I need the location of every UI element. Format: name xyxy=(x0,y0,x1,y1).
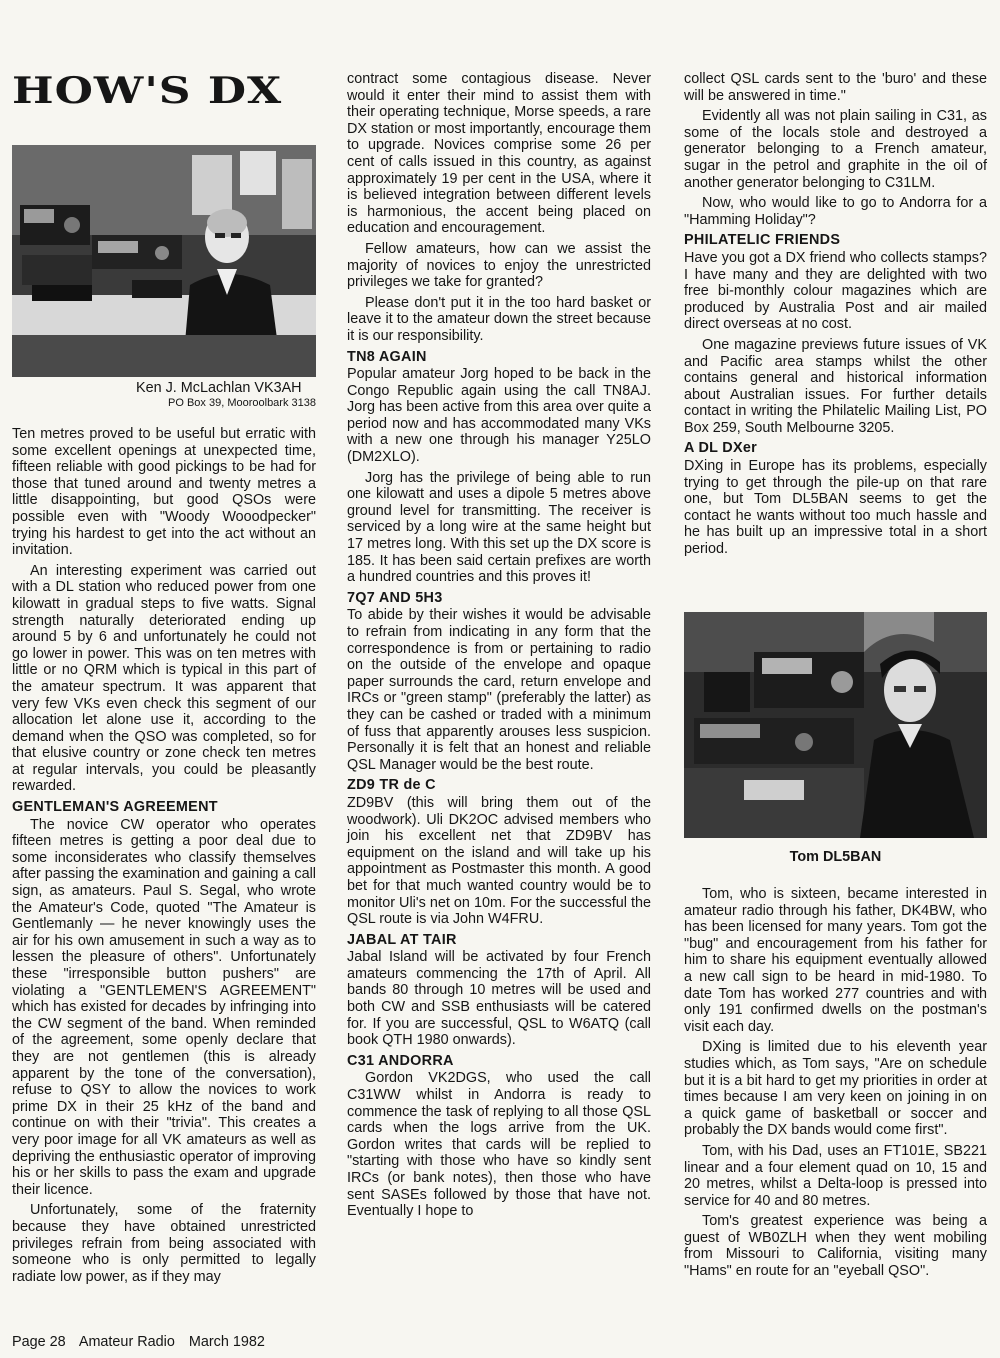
masthead-title: HOW'S DX xyxy=(12,70,283,112)
section-heading-a-dl-dxer: A DL DXer xyxy=(684,440,758,457)
paragraph: ZD9BV (this will bring them out of the woodwork). Uli DK2OC advised members who join his excellent net that ZD9BV has equipment on the island and will take up his appointment as Postmaster this month. A good bet for that much wanted country would be to monitor Uli's net on 10m. For the successful the QSL route is via John W4FRU. xyxy=(347,794,651,928)
section-heading-zd9: ZD9 TR de C xyxy=(347,777,436,794)
section-heading-jabal-at-tair: JABAL AT TAIR xyxy=(347,931,457,948)
paragraph: Evidently all was not plain sailing in C31, as some of the locals stole and destroyed a generator belonging to a French amateur, sugar in the petrol and graphite in the oil of another generator belonging to C31LM. xyxy=(684,108,987,191)
paragraph: Gordon VK2DGS, who used the call C31WW whilst in Andorra is ready to commence the task of replying to all those QSL cards when the logs arrive from the UK. Gordon writes that cards will be replied to "starting with those who have so kindly sent IRCs (or bank notes), then those who have sent SASEs followed by those that have not. Eventually I hope to xyxy=(347,1070,651,1220)
page-number: Page 28 xyxy=(12,1334,66,1350)
photo-radio-shack-illustration xyxy=(12,145,316,377)
section-heading-c31-andorra: C31 ANDORRA xyxy=(347,1052,454,1069)
paragraph: Unfortunately, some of the fraternity because they have obtained unrestricted privileges refrain from being associated with someone who is only permitted to legally radiate low power, as if they may xyxy=(12,1202,316,1285)
photo-tom-dl5ban xyxy=(684,612,987,838)
issue-date: March 1982 xyxy=(188,1334,265,1350)
photo-tom-illustration xyxy=(684,612,987,838)
page-footer xyxy=(12,1334,275,1350)
paragraph: DXing in Europe has its problems, especially trying to get through the pile-up on that rare one, but Tom DL5BAN seems to get the contact he wants without too much hassle and he has built up an impressive total in a short period. xyxy=(684,458,987,558)
paragraph: An interesting experiment was carried out with a DL station who reduced power from one kilowatt in gradual steps to five watts. Signal strength naturally deteriorated ending up around 5 by 6 and unfortunately he could not go lower in power. This was on ten metres with little or no QRM which is typical in this part of the amateur spectrum. It was apparent that very few VKs even check this segment of our allocation let alone use it, according to the demand when the QSO was completed, so for that elusive country or zone check ten metres at regular intervals, you could be pleasantly rewarded. xyxy=(12,562,316,795)
paragraph: One magazine previews future issues of VK and Pacific area stamps whilst the other contains general and historical information about Australian issues. For further details contact in writing the Philatelic Mailing List, PO Box 259, South Melbourne 3205. xyxy=(684,336,987,436)
paragraph: Ten metres proved to be useful but erratic with some excellent openings at unexpected time, fifteen reliable with good pickings to be had for those that tuned around and twenty metres a little disappointing, but good QSOs were possible even with "Woody Wooodpecker" trying his hardest to get into the act without an invitation. xyxy=(12,426,316,559)
section-heading-gentlemans-agreement: GENTLEMAN'S AGREEMENT xyxy=(12,799,218,816)
paragraph: Please don't put it in the too hard basket or leave it to the amateur down the street because it is our responsibility. xyxy=(347,294,651,344)
section-heading-7q7-5h3: 7Q7 AND 5H3 xyxy=(347,589,443,606)
column-2 xyxy=(347,71,651,1224)
paragraph: Jabal Island will be activated by four French amateurs commencing the 17th of April. All bands 80 through 10 metres will be used and both CW and SSB enthusiasts will be catered for. If you are successful, QSL to W6ATQ (call book QTH 1980 onwards). xyxy=(347,949,651,1049)
magazine-name: Amateur Radio xyxy=(78,1334,175,1350)
paragraph: contract some contagious disease. Never would it enter their mind to assist them with their operating technique, Morse speeds, a rare DX station or most importantly, encourage them to upgrade. Novices comprise some 26 per cent of calls issued in this country, as against approximately 19 per cent in the USA, where it is believed integration between different levels is harmonious, the accent being placed on education and encouragement. xyxy=(347,71,651,237)
section-heading-philatelic-friends: PHILATELIC FRIENDS xyxy=(684,232,841,249)
paragraph: Fellow amateurs, how can we assist the majority of novices to enjoy the unrestricted privileges we take for granted? xyxy=(347,240,651,291)
column-3-continued xyxy=(684,886,987,1284)
author-address: PO Box 39, Mooroolbark 3138 xyxy=(168,397,316,409)
photo-ken-mclachlan xyxy=(12,145,316,377)
paragraph: Now, who would like to go to Andorra for a "Hamming Holiday"? xyxy=(684,195,987,228)
paragraph: Tom, who is sixteen, became interested in amateur radio through his father, DK4BW, who has been licensed for many years. Tom got the "bug" and encouragement from his father for him to share his equipment eventually allowed a new call sign to be heard in mid-1980. To date Tom has worked 277 countries and with only 191 confirmed dwells on the postman's visit each day. xyxy=(684,886,987,1035)
column-1 xyxy=(12,426,316,1289)
section-heading-tn8-again: TN8 AGAIN xyxy=(347,348,427,365)
paragraph: DXing is limited due to his eleventh year studies which, as Tom says, "Are on schedule but it is a bit hard to get my priorities in order at times because I am very keen on joining in on a quick game of basketball or soccer and probably the DX bands would come first". xyxy=(684,1039,987,1139)
paragraph: Jorg has the privilege of being able to run one kilowatt and uses a dipole 5 metres above ground level for transmitting. The receiver is serviced by a long wire at the same height but 17 metres long. With this set up the DX score is 185. It has been said certain prefixes are worth a hundred countries and this proves it! xyxy=(347,469,651,586)
photo-caption-tom: Tom DL5BAN xyxy=(789,849,882,865)
author-name: Ken J. McLachlan VK3AH xyxy=(136,380,302,396)
paragraph: collect QSL cards sent to the 'buro' and these will be answered in time." xyxy=(684,71,987,104)
paragraph: Popular amateur Jorg hoped to be back in the Congo Republic again using the call TN8AJ. Jorg has been active from this area over quite a period now and has accommodated many VKs with a new one through his manager Y25LO (DM2XLO). xyxy=(347,366,651,466)
author-caption xyxy=(136,380,316,410)
paragraph: Have you got a DX friend who collects stamps? I have many and they are delighted with two free bi-monthly colour magazines which are produced by Australia Post and air mailed direct overseas at no cost. xyxy=(684,249,987,333)
column-3 xyxy=(684,71,987,562)
paragraph: The novice CW operator who operates fifteen metres is getting a poor deal due to some inconsiderates who classify themselves after passing the examination and gaining a call sign, as amateurs. Paul S. Segal, who wrote the Amateur's Code, quoted "The Amateur is Gentlemanly — he never knowingly uses the air for his own amusement in such a way as to lessen the pleasure of others". Unfortunately these "irresponsible button pushers" are violating a "GENTLEMEN'S AGREEMENT" which has existed for decades by infringing into the CW segment of the band. When reminded of the agreement, some openly declare that they are not gentlemen (this is already apparent by the tone of the conversation), refuse to QSY to allow the novices to work prime DX in their 25 kHz of the band and continue on with their "trivia". This creates a very poor image for all VK amateurs as well as depriving the enthusiastic operator of improving his or her skills to pass the exam and upgrade their licence. xyxy=(12,816,317,1198)
paragraph: Tom's greatest experience was being a guest of WB0ZLH when they went mobiling from Missouri to California, visiting many "Hams" en route for an "eyeball QSO". xyxy=(684,1213,987,1280)
paragraph: Tom, with his Dad, uses an FT101E, SB221 linear and a four element quad on 10, 15 and 20 metres, whilst a Delta-loop is pressed into service for 40 and 80 metres. xyxy=(684,1142,987,1209)
paragraph: To abide by their wishes it would be advisable to refrain from indicating in any form that the correspondence is from or pertaining to radio on the outside of the envelope and opaque paper surrounds the card, return envelope and IRCs or "green stamp" (preferably the latter) as they can be cashed or traded with a minimum of fuss that apparently arouses less suspicion. Personally it is felt that an honest and reliable QSL Manager would be the best route. xyxy=(347,607,651,773)
